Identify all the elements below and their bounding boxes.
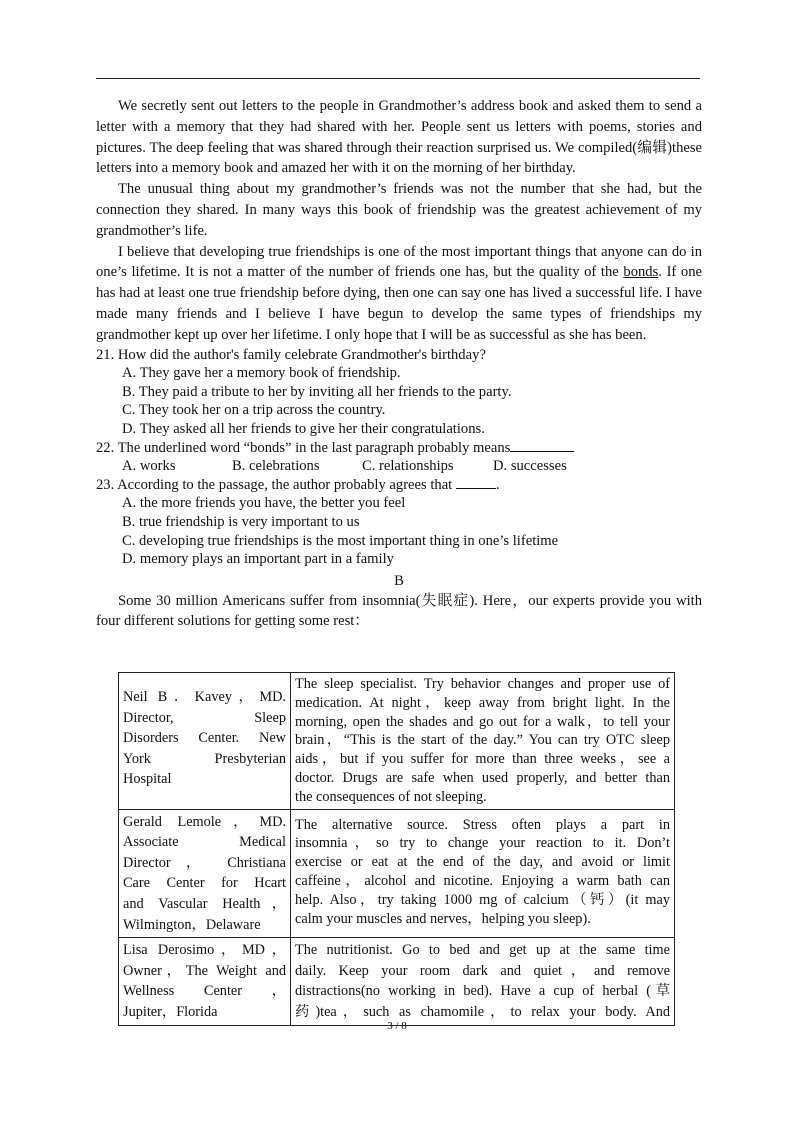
option-d: D. successes xyxy=(493,458,567,475)
advice-line: distractions(no working in bed). Have a cup of herbal (草 xyxy=(295,983,670,1000)
expert-line: Hospital xyxy=(123,771,172,788)
underlined-word-bonds: bonds xyxy=(623,264,659,281)
question-21 xyxy=(96,346,702,439)
question-stem xyxy=(96,439,702,458)
expert-line: Director ， Christiana xyxy=(123,854,286,871)
page-number: 3 / 8 xyxy=(387,1020,407,1032)
advice-cell xyxy=(291,938,675,1025)
passage-paragraph-3 xyxy=(96,242,702,346)
question-23 xyxy=(96,476,702,569)
option-b: B. celebrations xyxy=(232,458,320,475)
advice-line: daily. Keep your room dark and quiet，and remove xyxy=(295,962,670,979)
advice-line: The sleep specialist. Try behavior changes and proper use of xyxy=(295,676,670,692)
expert-line: Disorders Center. New xyxy=(123,730,286,747)
expert-line: Director, Sleep xyxy=(123,709,286,726)
p3-text-before: I believe that developing true friendships is one of the most important things that anyone can do in one’s lifetime. It is not a matter of the number of friends one has, but the quality of the xyxy=(96,243,702,281)
table-row xyxy=(119,809,675,938)
expert-line: Gerald Lemole，MD. xyxy=(123,813,286,830)
passage-paragraph-2: The unusual thing about my grandmother’s friends was not the number that she had, but the connection they shared. In many ways this book of friendship was the greatest achievement of my grandmother’s life. xyxy=(96,181,702,239)
expert-line: Jupiter，Florida xyxy=(123,1003,218,1020)
advice-line: help. Also，try taking 1000 mg of calcium（钙）(it may xyxy=(295,891,670,908)
passage-paragraph-1: We secretly sent out letters to the people in Grandmother’s address book and asked them to send a letter with a memory that they had shared with her. People sent us letters with poems, stories and pictures. The deep feeling that was shared through their reaction surprised us. We compiled(编辑)these letters into a memory book and amazed her with it on the morning of her birthday. xyxy=(96,98,702,177)
advice-line: 药)tea，such as chamomile，to relax your body. And xyxy=(295,1003,670,1020)
expert-cell xyxy=(119,673,291,810)
option-b: B. true friendship is very important to us xyxy=(122,513,360,530)
question-22 xyxy=(96,439,702,476)
advice-line: medication. At night，keep away from bright light. In the xyxy=(295,694,670,711)
option-a: A. works xyxy=(122,458,176,475)
advice-cell xyxy=(291,809,675,938)
question-stem-end: . xyxy=(495,476,500,493)
option-c: C. developing true friendships is the most important thing in one’s lifetime xyxy=(122,532,559,549)
option-c: C. relationships xyxy=(362,458,454,475)
table-row xyxy=(119,938,675,1025)
option-d: D. memory plays an important part in a family xyxy=(122,551,394,568)
advice-line: calm your muscles and nerves，helping you sleep). xyxy=(295,910,591,927)
expert-line: Care Center for Hcart xyxy=(123,875,286,892)
question-stem-text: 23. According to the passage, the author probably agrees that xyxy=(96,476,453,493)
advice-line: aids，but if you suffer for more than three weeks，see a xyxy=(295,751,670,768)
section-b-intro: Some 30 million Americans suffer from insomnia(失眠症). Here，our experts provide you with four different solutions for getting some rest： xyxy=(96,592,702,630)
question-stem: 21. How did the author's family celebrate Grandmother's birthday? xyxy=(96,346,486,363)
expert-line: York Presbyterian xyxy=(123,750,286,767)
option-a: A. the more friends you have, the better you feel xyxy=(122,495,406,512)
advice-cell xyxy=(291,673,675,810)
advice-line: The alternative source. Stress often plays a part in xyxy=(295,816,670,833)
advice-line: the consequences of not sleeping. xyxy=(295,788,487,805)
section-label: B xyxy=(394,572,404,589)
expert-line: and Vascular Health， xyxy=(123,895,286,912)
advice-line: morning, open the shades and go out for a walk，to tell your xyxy=(295,713,670,730)
advice-line: exercise or eat at the end of the day, and avoid or limit xyxy=(295,854,670,871)
advice-line: insomnia，so try to change your reaction to it. Don’t xyxy=(295,835,670,852)
answer-blank xyxy=(456,476,496,489)
page-content xyxy=(96,96,702,632)
question-stem-text: 22. The underlined word “bonds” in the last paragraph probably means xyxy=(96,439,511,456)
experts-table xyxy=(118,672,675,1026)
advice-line: brain，“This is the start of the day.” You can try OTC sleep xyxy=(295,732,670,749)
expert-line: Associate Medical xyxy=(123,834,286,851)
expert-cell xyxy=(119,809,291,938)
advice-line: The nutritionist. Go to bed and get up at the same time xyxy=(295,942,670,959)
options-row xyxy=(122,457,702,476)
advice-line: caffeine，alcohol and nicotine. Enjoying a warm bath can xyxy=(295,872,670,889)
option-a: A. They gave her a memory book of friendship. xyxy=(122,365,401,382)
expert-cell xyxy=(119,938,291,1025)
advice-line: doctor. Drugs are safe when used properly, and better than xyxy=(295,769,670,786)
question-stem xyxy=(96,476,702,495)
option-d: D. They asked all her friends to give her their congratulations. xyxy=(122,420,485,437)
expert-line: Neil B．Kavey，MD. xyxy=(123,689,286,705)
p3-text-after: . If one has had at least one true friendship before dying, then one can say one has lived a successful life. I have made many friends and I believe I have begun to develop the same types of friendships my grandmother kept up over her lifetime. I only hope that I will be as successful as she has been. xyxy=(96,264,702,343)
option-c: C. They took her on a trip across the country. xyxy=(122,402,386,419)
expert-line: Wellness Center ， xyxy=(123,983,286,1000)
expert-line: Wilmington，Delaware xyxy=(123,916,261,933)
expert-line: Lisa Derosimo，MD， xyxy=(123,942,286,959)
answer-blank xyxy=(510,439,574,452)
option-b: B. They paid a tribute to her by inviting all her friends to the party. xyxy=(122,383,512,400)
table-row xyxy=(119,673,675,810)
expert-line: Owner，The Weight and xyxy=(123,962,286,979)
header-rule xyxy=(96,78,700,79)
